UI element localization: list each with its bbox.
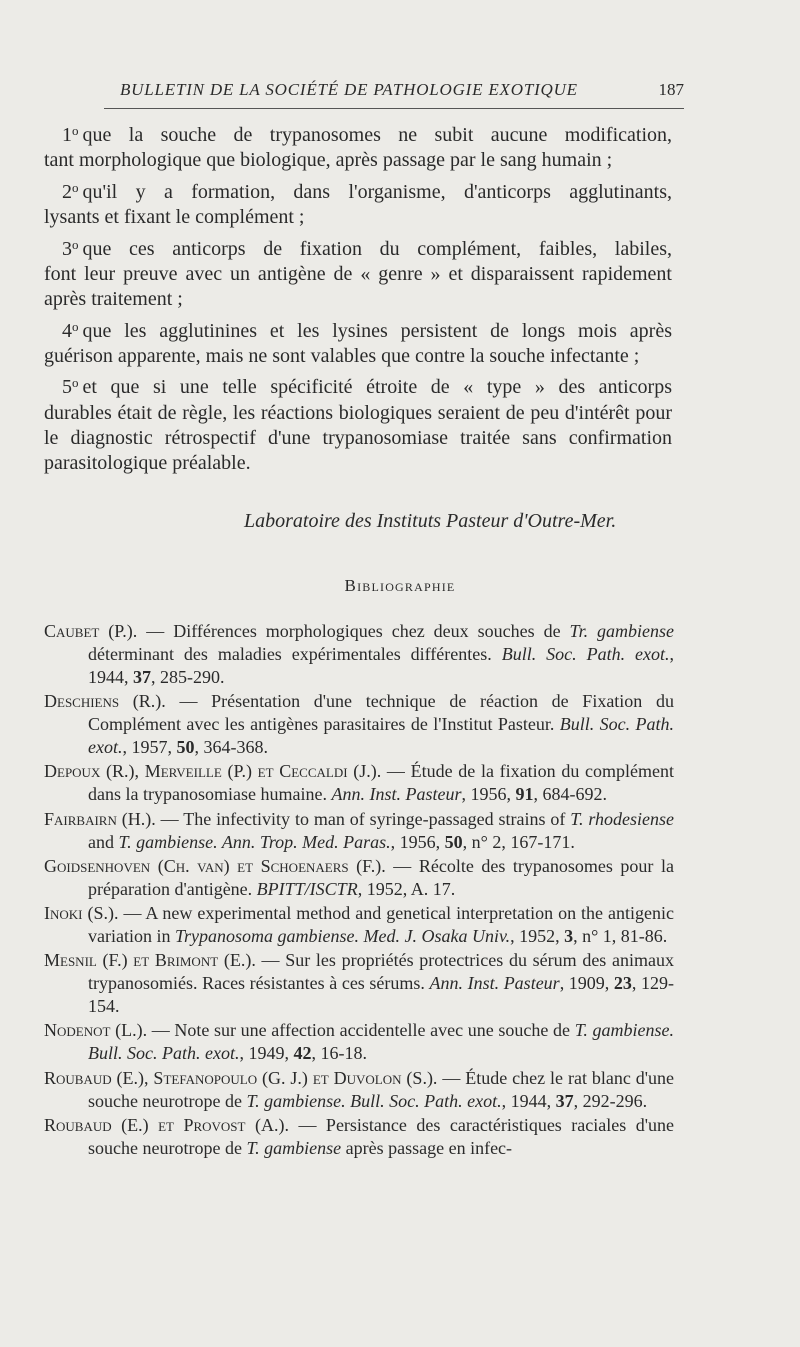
reference-entry: Roubaud (E.), Stefanopoulo (G. J.) et Duvolon (S.). — Étude chez le rat blanc d'une souche neurotrope de T. gambiense. Bull. Soc. Path. exot., 1944, 37, 292-296.: [44, 1067, 674, 1111]
item-number: 4: [62, 319, 72, 342]
ref-volume: 50: [444, 831, 463, 852]
conclusion-item: [44, 314, 672, 369]
item-text: tant morphologique que biologique, après passage par le sang humain ;: [44, 149, 613, 172]
item-text: guérison apparente, mais ne sont valables que contre la souche infectante ;: [44, 344, 640, 367]
ref-authors: Caubet (P.).: [44, 621, 138, 641]
ref-authors: Nodenot (L.).: [44, 1020, 148, 1041]
ref-authors: Mesnil (F.) et Brimont (E.).: [44, 950, 256, 971]
ref-volume: 42: [293, 1043, 312, 1064]
reference-entry: Nodenot (L.). — Note sur une affection accidentelle avec une souche de T. gambiense. Bull. Soc. Path. exot., 1949, 42, 16-18.: [44, 1020, 674, 1064]
running-header: [104, 80, 684, 109]
ref-authors: Depoux (R.), Merveille (P.) et Ceccaldi (J.).: [44, 761, 382, 782]
ref-volume: 37: [133, 667, 151, 687]
ref-volume: 37: [555, 1090, 574, 1111]
ordinal-mark: o: [72, 179, 79, 195]
ref-authors: Roubaud (E.), Stefanopoulo (G. J.) et Duvolon (S.).: [44, 1067, 438, 1088]
ref-volume: 3: [564, 925, 574, 946]
item-lead-text: qu'il y a formation, dans l'organisme, d'anticorps agglutinants,: [82, 180, 672, 203]
reference-entry: Deschiens (R.). — Présentation d'une technique de réaction de Fixation du Complément avec les antigènes parasitaires de l'Institut Pasteur. Bull. Soc. Path. exot., 1957, 50, 364-368.: [44, 691, 674, 758]
ref-authors: Fairbairn (H.).: [44, 808, 156, 829]
conclusions-list: [44, 118, 672, 478]
reference-entry: Inoki (S.). — A new experimental method and genetical interpretation on the antigenic variation in Trypanosoma gambiense. Med. J. Osaka Univ., 1952, 3, n° 1, 81-86.: [44, 902, 674, 946]
ref-authors: Deschiens (R.).: [44, 691, 166, 712]
ref-authors: Inoki (S.).: [44, 902, 119, 923]
item-number: 1: [62, 124, 72, 146]
journal-title: BULLETIN DE LA SOCIÉTÉ DE PATHOLOGIE EXOTIQUE: [120, 80, 578, 99]
ordinal-mark: o: [72, 375, 79, 391]
item-text: font leur preuve avec un antigène de « genre » et disparaissent rapidement après traitement ;: [44, 262, 672, 310]
ordinal-mark: o: [72, 236, 79, 252]
ordinal-mark: o: [72, 318, 79, 334]
item-text: durables était de règle, les réactions biologiques seraient de peu d'intérêt pour le diagnostic rétrospectif d'une trypanosomiase traitée sans confirmation parasitologique préalable.: [44, 401, 672, 474]
reference-entry: Mesnil (F.) et Brimont (E.). — Sur les propriétés protectrices du sérum des animaux trypanosomiés. Races résistantes à ces sérums. Ann. Inst. Pasteur, 1909, 23, 129-154.: [44, 950, 674, 1017]
item-lead-text: que ces anticorps de fixation du complément, faibles, labiles,: [82, 237, 672, 260]
reference-entry: Depoux (R.), Merveille (P.) et Ceccaldi (J.). — Étude de la fixation du complément dans la trypanosomiase humaine. Ann. Inst. Pasteur, 1956, 91, 684-692.: [44, 761, 674, 805]
ref-volume: 50: [176, 737, 195, 758]
item-number: 5: [62, 376, 72, 399]
item-lead-text: que la souche de trypanosomes ne subit aucune modification,: [82, 124, 672, 146]
item-lead-text: et que si une telle spécificité étroite de « type » des anticorps: [82, 376, 672, 399]
conclusion-item: [44, 118, 672, 173]
reference-entry: Goidsenhoven (Ch. van) et Schoenaers (F.). — Récolte des trypanosomes pour la préparation d'antigène. BPITT/ISCTR, 1952, A. 17.: [44, 855, 674, 899]
item-number: 2: [62, 180, 72, 203]
laboratory-signature: Laboratoire des Instituts Pasteur d'Outre-Mer.: [244, 510, 617, 532]
ordinal-mark: o: [72, 123, 79, 138]
page-number: 187: [658, 80, 684, 99]
reference-entry: Caubet (P.). — Différences morphologiques chez deux souches de Tr. gambiense déterminant des maladies expérimentales différentes. Bull. Soc. Path. exot., 1944, 37, 285-290.: [44, 621, 675, 687]
ref-authors: Goidsenhoven (Ch. van) et Schoenaers (F.).: [44, 855, 386, 876]
conclusion-item: [44, 232, 672, 313]
item-number: 3: [62, 237, 72, 260]
ref-authors: Roubaud (E.) et Provost (A.).: [44, 1114, 289, 1135]
ref-volume: 23: [613, 973, 632, 994]
conclusion-item: [44, 175, 672, 230]
reference-entry: Roubaud (E.) et Provost (A.). — Persistance des caractéristiques raciales d'une souche neurotrope de T. gambiense après passage en infec-: [44, 1114, 674, 1158]
conclusion-item: [44, 370, 672, 476]
reference-entry: Fairbairn (H.). — The infectivity to man of syringe-passaged strains of T. rhodesiense and T. gambiense. Ann. Trop. Med. Paras., 1956, 50, n° 2, 167-171.: [44, 808, 674, 852]
ref-volume: 91: [515, 784, 534, 805]
item-text: lysants et fixant le complément ;: [44, 206, 305, 228]
bibliography-heading: Bibliographie: [344, 576, 456, 595]
bibliography-list: [44, 620, 674, 1161]
item-lead-text: que les agglutinines et les lysines persistent de longs mois après: [82, 319, 672, 342]
